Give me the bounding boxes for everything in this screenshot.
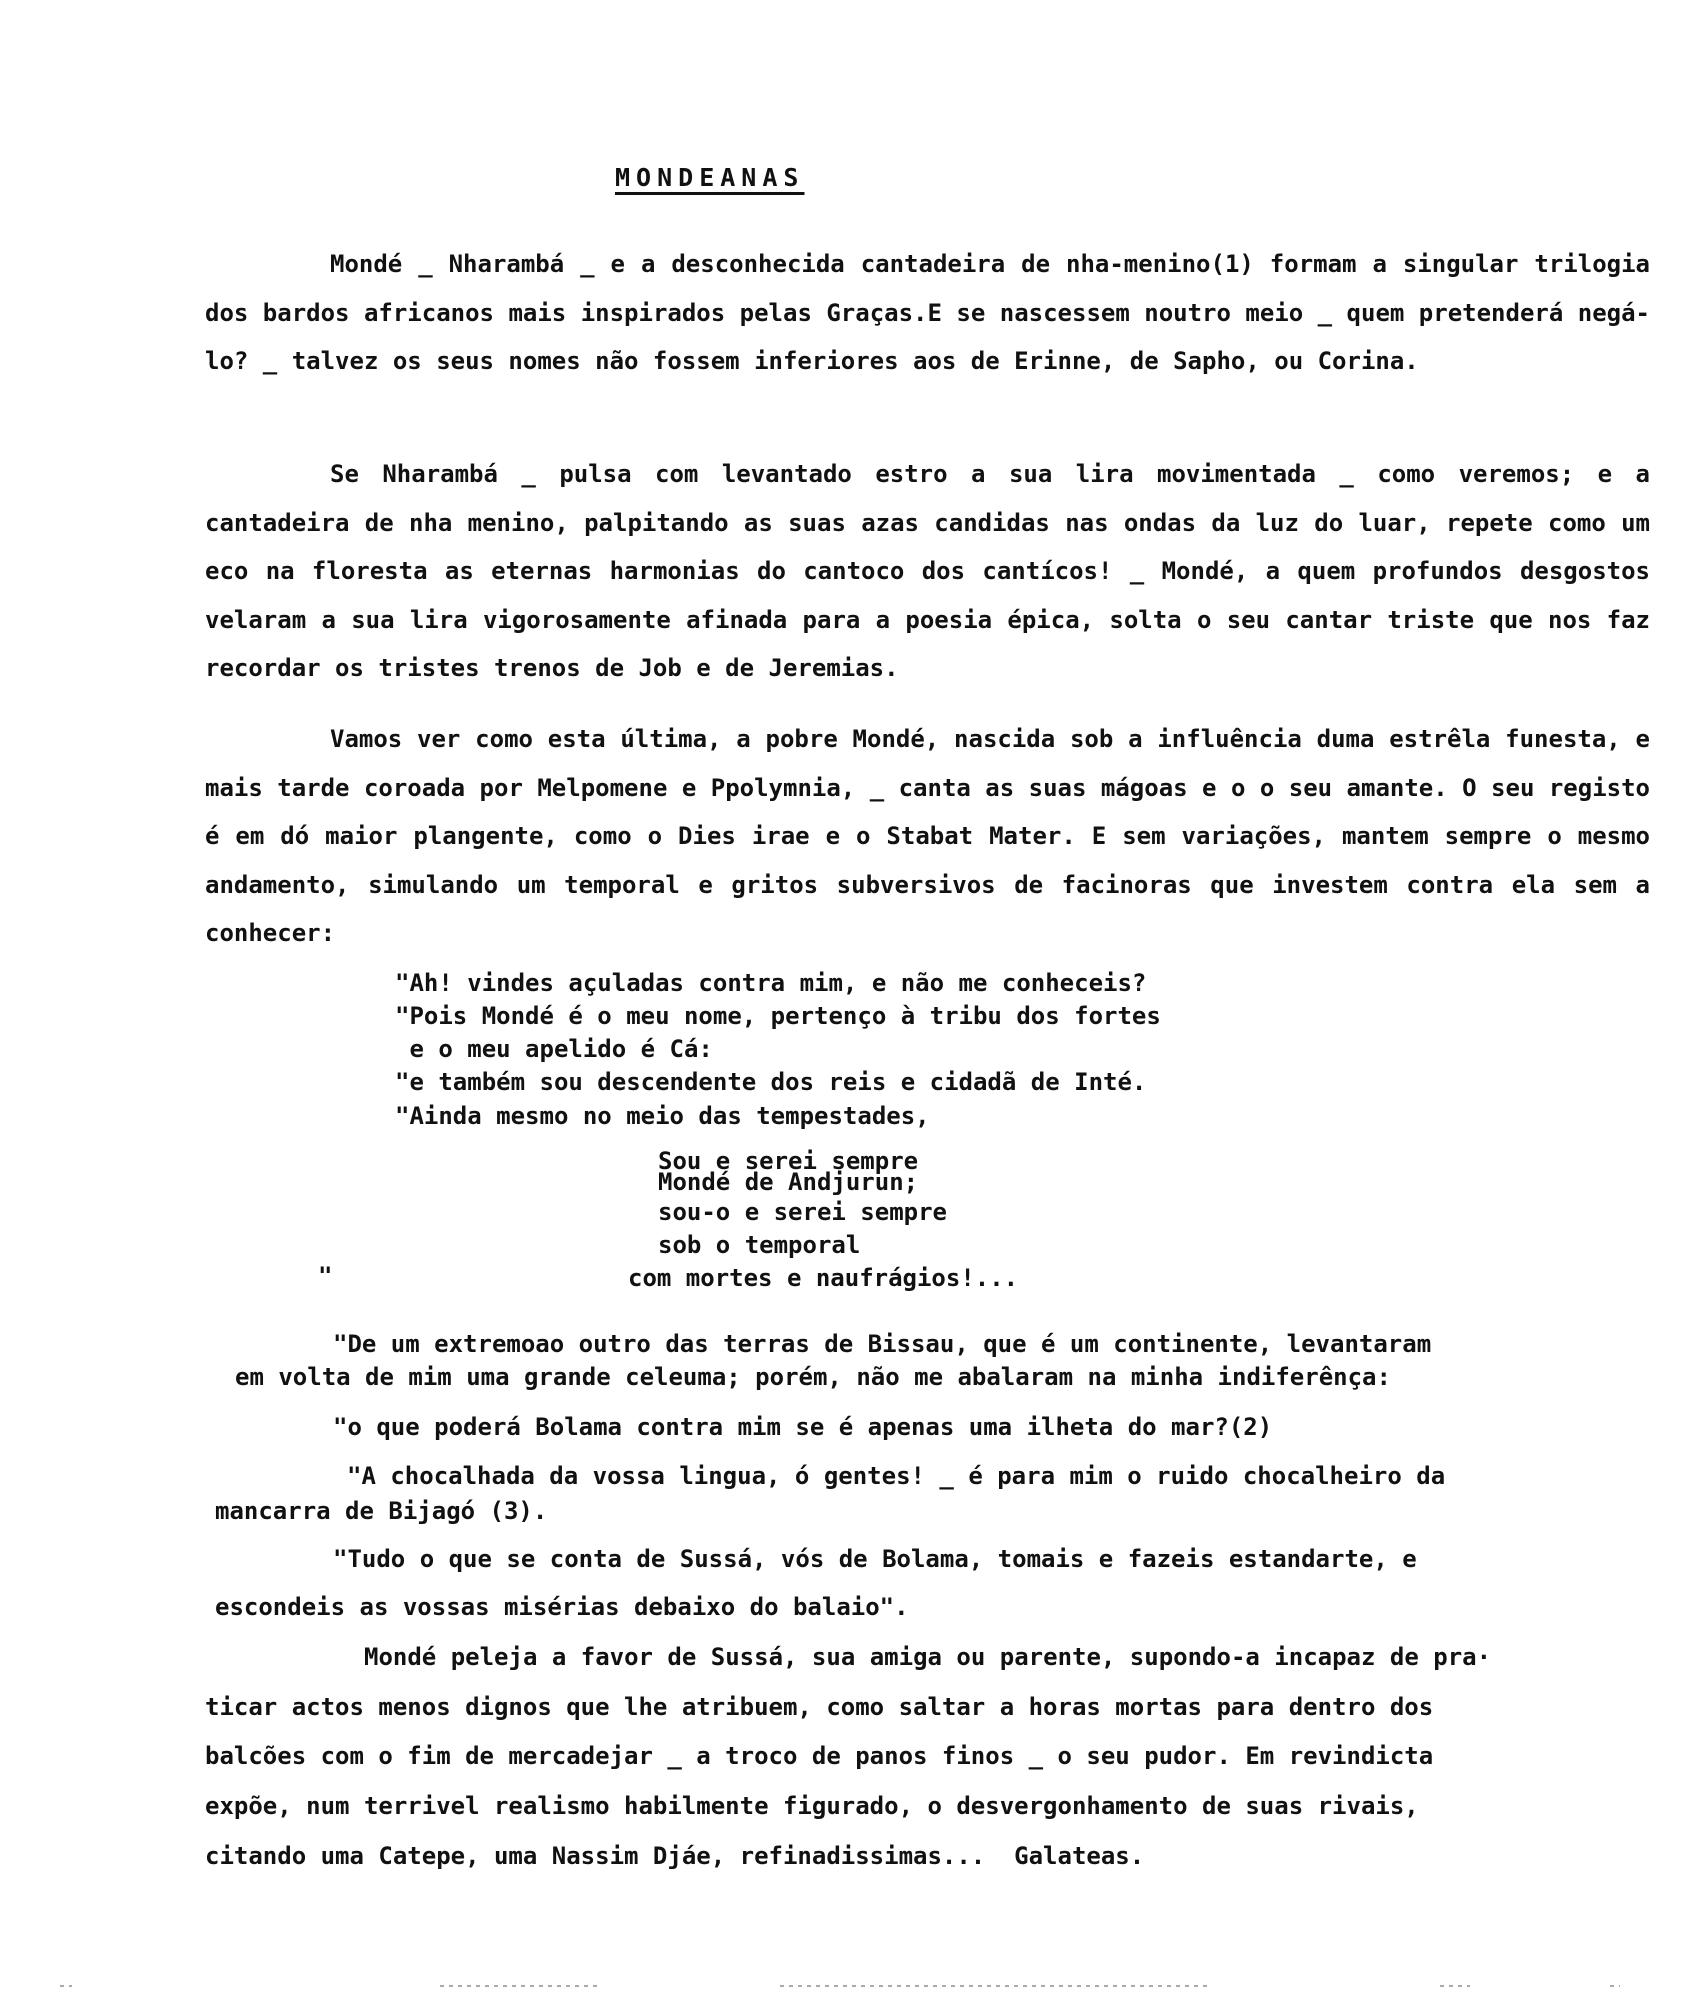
stanza-line: sob o temporal bbox=[658, 1231, 861, 1259]
verse-line: e o meu apelido é Cá: bbox=[395, 1035, 713, 1063]
paragraph-3-text: Vamos ver como esta última, a pobre Mondé, nascida sob a influência duma estrêla funesta, e mais tarde coroada por Melpomene e Ppolymnia, _ canta as suas mágoas e o o seu amante. O seu registo é em dó maior plangente, como o Dies irae e o Stabat Mater. E sem variações, mantem sempre o mesmo andamento, simulando um temporal e gritos subversivos de facinoras que investem contra ela sem a conhecer: bbox=[205, 725, 1650, 947]
final-line-5: citando uma Catepe, uma Nassim Djáe, refinadissimas... Galateas. bbox=[205, 1842, 1145, 1870]
stanza-line: Mondé de Andjurun; bbox=[658, 1168, 919, 1196]
quote-3-line-1: "A chocalhada da vossa lingua, ó gentes! _ é para mim o ruido chocalheiro da bbox=[347, 1462, 1446, 1490]
paragraph-3 bbox=[205, 715, 1650, 958]
verse-line: "e também sou descendente dos reis e cidadã de Inté. bbox=[395, 1068, 1147, 1096]
verse-line: "Ainda mesmo no meio das tempestades, bbox=[395, 1102, 930, 1130]
final-line-3: balcões com o fim de mercadejar _ a troco de panos finos _ o seu pudor. Em revindicta bbox=[205, 1742, 1434, 1770]
paragraph-1 bbox=[205, 240, 1650, 386]
paragraph-2 bbox=[205, 450, 1650, 693]
paragraph-2-text: Se Nharambá _ pulsa com levantado estro a sua lira movimentada _ como veremos; e a cantadeira de nha menino, palpitando as suas azas candidas nas ondas da luz do luar, repete como um eco na floresta as eternas harmonias do cantoco dos cantícos! _ Mondé, a quem profundos desgostos velaram a sua lira vigorosamente afinada para a poesia épica, solta o seu cantar triste que nos faz recordar os tristes trenos de Job e de Jeremias. bbox=[205, 460, 1650, 682]
stanza-line: sou-o e serei sempre bbox=[658, 1198, 947, 1226]
quote-4-line-2: escondeis as vossas misérias debaixo do balaio". bbox=[215, 1593, 909, 1621]
quote-4-line-1: "Tudo o que se conta de Sussá, vós de Bolama, tomais e fazeis estandarte, e bbox=[333, 1545, 1417, 1573]
stanza-line: Sou e serei sempre bbox=[658, 1147, 919, 1175]
verse-line: "Pois Mondé é o meu nome, pertenço à tribu dos fortes bbox=[395, 1002, 1161, 1030]
final-line-2: ticar actos menos dignos que lhe atribuem, como saltar a horas mortas para dentro dos bbox=[205, 1693, 1434, 1721]
stanza-quote-mark: " bbox=[318, 1262, 333, 1290]
scan-noise bbox=[60, 1985, 72, 1987]
final-line-1: Mondé peleja a favor de Sussá, sua amiga ou parente, supondo-a incapaz de pra· bbox=[364, 1643, 1492, 1671]
quote-3-line-2: mancarra de Bijagó (3). bbox=[215, 1497, 548, 1525]
quote-1-line-2: em volta de mim uma grande celeuma; porém, não me abalaram na minha indiferênça: bbox=[235, 1363, 1391, 1391]
scan-noise bbox=[1440, 1985, 1470, 1987]
stanza-line: com mortes e naufrágios!... bbox=[628, 1264, 1019, 1292]
scan-noise bbox=[440, 1985, 600, 1987]
final-line-4: expõe, num terrivel realismo habilmente figurado, o desvergonhamento de suas rivais, bbox=[205, 1792, 1419, 1820]
scan-noise bbox=[1610, 1985, 1620, 1987]
quote-1-line-1: "De um extremoao outro das terras de Bissau, que é um continente, levantaram bbox=[333, 1330, 1432, 1358]
page-title: MONDEANAS bbox=[615, 163, 805, 192]
scan-noise bbox=[780, 1985, 1210, 1987]
quote-2-line: "o que poderá Bolama contra mim se é apenas uma ilheta do mar?(2) bbox=[333, 1413, 1273, 1441]
verse-line: "Ah! vindes açuladas contra mim, e não me conheceis? bbox=[395, 969, 1147, 997]
paragraph-1-text: Mondé _ Nharambá _ e a desconhecida cantadeira de nha-menino(1) formam a singular trilogia dos bardos africanos mais inspirados pelas Graças.E se nascessem noutro meio _ quem pretenderá negá-lo? _ talvez os seus nomes não fossem inferiores aos de Erinne, de Sapho, ou Corina. bbox=[205, 250, 1650, 375]
